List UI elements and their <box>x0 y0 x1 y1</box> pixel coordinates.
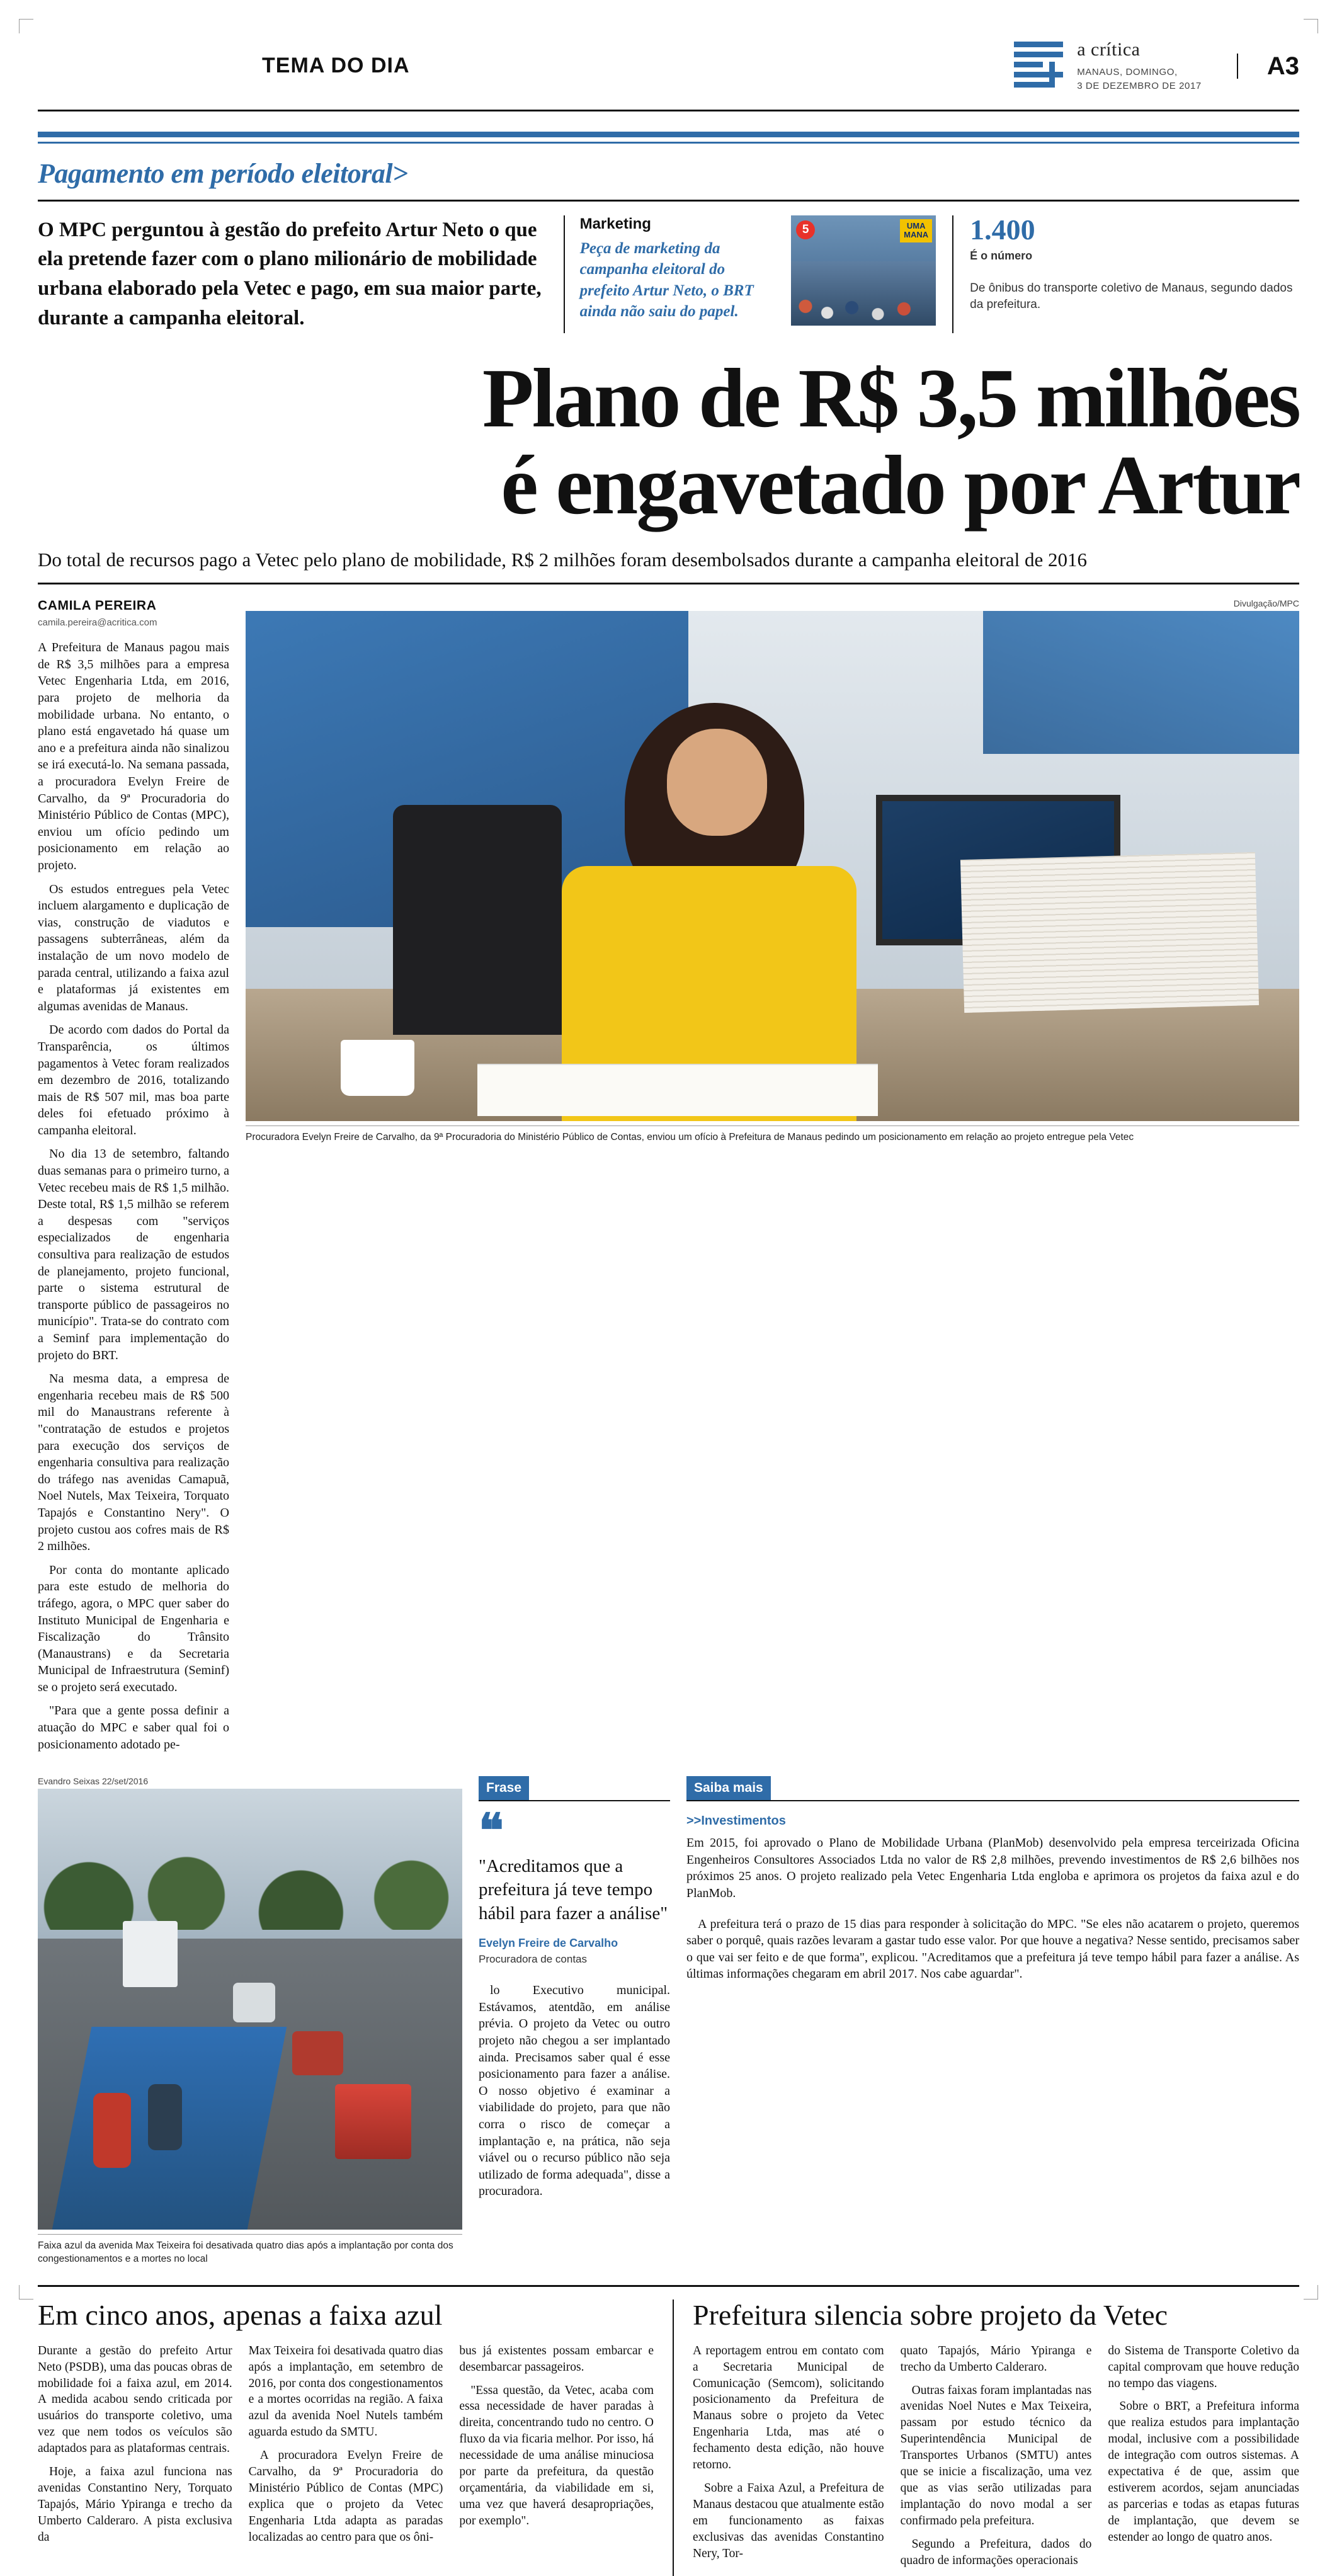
marketing-block <box>580 215 792 333</box>
bottom-section <box>38 2285 1299 2576</box>
paragraph: No dia 13 de setembro, faltando duas semanas para o primeiro turno, a Vetec recebeu mais de R$ 1,5 milhão. Deste total, R$ 1,5 milhão se referem a despesas com "serviços especializados de engenharia consultiva para realização de estudos de planejamento, projeto funcional, parte o sistema estrutural de transporte público de passageiros no município". Trata-se do contrato com a Seminf para implementação do projeto do BRT. <box>38 1147 229 1362</box>
paragraph: Outras faixas foram implantadas nas avenidas Noel Nutes e Max Teixeira, passam por estudo técnico da Superintendência Municipal de Transportes Urbanos (SMTU) antes que se inicie a fiscalização, uma vez que as vias serão utilizadas para implantação do novo modal a ser confirmado pela prefeitura. <box>900 2383 1092 2528</box>
saiba-mais-column <box>686 1776 1299 2266</box>
saiba-title: >>Investimentos <box>686 1814 786 1828</box>
paragraph: do Sistema de Transporte Coletivo da capital comprovam que houve redução no tempo das viagens. <box>1108 2344 1300 2390</box>
bottom-left-col-2 <box>249 2343 443 2553</box>
paragraph: A prefeitura terá o prazo de 15 dias para responder à solicitação do MPC. "Se eles não acatarem o projeto, queremos saber o porquê, quais razões levaram a gastar tudo esse valor. Por que houve a negativa? Nesse sentido, precisamos saber o que vai ser feito e de que forma", explicou. "Acreditamos que a prefeitura já teve tempo hábil para fazer a análise. As últimas informações chegaram em abril 2017. Nos cabe aguardar". <box>686 1917 1299 1981</box>
lead-divider <box>564 215 565 333</box>
bottom-right-col-3 <box>1108 2343 1299 2576</box>
paragraph: Por conta do montante aplicado para este estudo de melhoria do tráfego, agora, o MPC quer saber do Instituto Municipal de Engenharia e Fiscalização do Trânsito (Manaustrans) e da Secretaria Municipal de Infraestrutura (Seminf) se o projeto será executado. <box>38 1563 229 1694</box>
lower-row <box>38 1776 1299 2266</box>
edition-date: 3 DE DEZEMBRO DE 2017 <box>1077 80 1202 91</box>
traffic-photo-column <box>38 1776 479 2266</box>
quote-box <box>479 1800 670 1966</box>
paragraph: Em 2015, foi aprovado o Plano de Mobilidade Urbana (PlanMob) desenvolvido pela empresa terceirizada Oficina Engenheiros Consultores Associados Ltda no valor de R$ 2,8 milhões, prevendo investimentos de R$ 2,6 bilhões nos próximos 25 anos. O projeto realizado pela Vetec Engenharia Ltda engloba e aprimora os projetos da faixa azul e do PlanMob. <box>686 1836 1299 1901</box>
page-number: A3 <box>1237 54 1299 79</box>
paragraph: lo Executivo municipal. Estávamos, atentdão, em análise prévia. O projeto da Vetec ou outro projeto não chegou a ser implantado ainda. Precisamos saber qual é esse posicionamento para fazer a análise. O nosso objetivo é examinar a viabilidade do projeto, para que não corra o risco de começar a implantação e, na prática, não seja viável ou o recurso público não seja utilizado de forma adequada", disse a procuradora. <box>479 1983 670 2199</box>
bottom-left-col-1 <box>38 2343 232 2553</box>
paragraph: Max Teixeira foi desativada quatro dias após a implantação, em setembro de 2016, por conta dos congestionamentos e a mortes ocorridas na região. A faixa azul da avenida Noel Nutels também aguarda estudo da SMTU. <box>248 2344 443 2439</box>
lead-photo-column <box>246 598 1299 1760</box>
saiba-box-label: Saiba mais <box>686 1776 771 1800</box>
campaign-photo <box>791 215 936 326</box>
article-column-left <box>38 598 246 1760</box>
marketing-body: Peça de marketing da campanha eleitoral do prefeito Artur Neto, o BRT ainda não saiu do papel. <box>579 239 754 320</box>
lead-row <box>38 215 1299 333</box>
headline-line-2: é engavetado por Artur <box>501 438 1299 532</box>
paragraph: Segundo a Prefeitura, dados do quadro de informações operacionais <box>900 2537 1092 2567</box>
rule-black-top <box>38 200 1299 202</box>
bottom-article-right <box>674 2300 1299 2576</box>
lead-photo-caption: Procuradora Evelyn Freire de Carvalho, da 9ª Procuradoria do Ministério Público de Contas, enviou um ofício à Prefeitura de Manaus pedindo um posicionamento em relação ao projeto entregue pela Vetec <box>246 1126 1299 1144</box>
quote-author-role: Procuradora de contas <box>479 1953 587 1966</box>
bottom-article-left <box>38 2300 674 2576</box>
rule-blue-thin <box>38 142 1299 144</box>
paragraph: Sobre a Faixa Azul, a Prefeitura de Manaus destacou que atualmente estão em funcionamento as faixas exclusivas das avenidas Constantino Nery, Tor- <box>693 2482 884 2560</box>
marketing-title: Marketing <box>579 215 651 232</box>
number-value: 1.400 <box>970 213 1035 246</box>
paragraph: De acordo com dados do Portal da Transparência, os últimos pagamentos à Vetec foram realizados em dezembro de 2016, totalizando mais de R$ 507 mil, mas boa parte deles foi efetuado próximo à campanha eleitoral. <box>38 1023 229 1137</box>
traffic-photo-caption: Faixa azul da avenida Max Teixeira foi desativada quatro dias após a implantação por conta dos congestionamentos e a mortes no local <box>38 2234 462 2266</box>
number-label: É o número <box>970 249 1033 262</box>
paragraph: Os estudos entregues pela Vetec incluem alargamento e duplicação de vias, construção de viadutos e passagens subterrâneas, além da instalação de um novo modelo de parada central, utilizando a faixa azul e plataformas já existentes em algumas avenidas de Manaus. <box>38 882 229 1013</box>
quote-text: "Acreditamos que a prefeitura já teve tempo hábil para fazer a análise" <box>479 1855 668 1924</box>
number-description: De ônibus do transporte coletivo de Manaus, segundo dados da prefeitura. <box>970 281 1293 312</box>
main-row <box>38 598 1299 1760</box>
quote-mark-icon: ❝ <box>479 1806 504 1858</box>
paragraph: A procuradora Evelyn Freire de Carvalho, da 9ª Procuradoria do Ministério Público de Contas (MPC) explica que o projeto da Vetec Engenharia Ltda adapta as paradas localizadas ao centro para que os ôni- <box>248 2449 443 2544</box>
lead-paragraph: O MPC perguntou à gestão do prefeito Artur Neto o que ela pretende fazer com o plano milionário de mobilidade urbana elaborado pela Vetec e pago, em sua maior parte, durante a campanha eleitoral. <box>38 218 542 330</box>
section-title: TEMA DO DIA <box>262 54 410 78</box>
kicker: Pagamento em período eleitoral> <box>38 157 408 189</box>
crop-mark-top-right <box>1304 19 1318 33</box>
masthead <box>38 39 1299 111</box>
paragraph: Na mesma data, a empresa de engenharia recebeu mais de R$ 500 mil do Manaustrans referente à "contratação de estudos e projetos para execução dos serviços de engenharia consultiva para realização do tráfego nas avenidas Camapuã, Noel Nutels, Max Teixeira, Torquato Tapajós e Constantino Nery". O projeto custou aos cofres mais de R$ 2 milhões. <box>38 1372 229 1554</box>
traffic-photo <box>38 1789 462 2230</box>
paragraph: bus já existentes possam embarcar e desembarcar passageiros. <box>459 2344 654 2374</box>
edition-city: MANAUS, DOMINGO, <box>1077 67 1178 77</box>
paragraph: "Essa questão, da Vetec, acaba com essa necessidade de haver paradas à direita, concentrando tudo no centro. O fluxo da via ficaria melhor. Por isso, há necessidade de uma análise minuciosa por parte da prefeitura, da questão orçamentária, da viabilidade em si, uma vez que haverá desapropriações, por exemplo". <box>459 2383 654 2528</box>
paragraph: A reportagem entrou em contato com a Secretaria Municipal de Comunicação (Semcom), solicitando posicionamento da Prefeitura de Manaus sobre o projeto da Vetec Engenharia Ltda, mas até o fechamento desta edição, não houve retorno. <box>693 2344 884 2472</box>
crop-mark-top-left <box>19 19 33 33</box>
quote-box-label: Frase <box>479 1776 529 1800</box>
page-title <box>38 351 1299 532</box>
paragraph: Durante a gestão do prefeito Artur Neto (PSDB), uma das poucas obras de mobilidade foi a faixa azul, em 2014. A medida acabou sendo criticada por usuários do transporte coletivo, uma vez que nem todos os veículos são adaptados para as plataformas centrais. <box>38 2344 232 2456</box>
logo-mark-icon <box>1014 42 1063 91</box>
bottom-left-col-3 <box>459 2343 654 2553</box>
lead-photo <box>246 611 1299 1121</box>
crop-mark-bottom-right <box>1304 2285 1318 2300</box>
paragraph: quato Tapajós, Mário Ypiranga e trecho da Umberto Calderaro. <box>900 2344 1092 2374</box>
photo-banner: UMA MANA <box>900 219 932 243</box>
byline-author: CAMILA PEREIRA <box>38 598 157 613</box>
paragraph: A Prefeitura de Manaus pagou mais de R$ 3,5 milhões para a empresa Vetec Engenharia Ltda, em 2016, para projeto de melhoria da mobilidade urbana. No entanto, o plano está engavetado há quase um ano e a prefeitura ainda não sinalizou se irá executá-lo. Na semana passada, a procuradora Evelyn Freire de Carvalho, da 9ª Procuradoria do Ministério Público de Contas (MPC), enviou um ofício pedindo um posicionamento em relação ao projeto. <box>38 641 229 872</box>
number-box <box>952 215 1299 333</box>
paragraph: "Para que a gente possa definir a atuação do MPC e saber qual foi o posicionamento adotado pe- <box>38 1704 229 1752</box>
byline-email: camila.pereira@acritica.com <box>38 617 157 629</box>
bottom-right-col-1 <box>693 2343 884 2576</box>
lead-photo-credit: Divulgação/MPC <box>1233 598 1299 609</box>
bottom-right-col-2 <box>901 2343 1092 2576</box>
headline-line-1: Plano de R$ 3,5 milhões <box>482 351 1299 445</box>
photo-number-badge: 5 <box>796 220 815 239</box>
newspaper-logo <box>1014 39 1202 93</box>
paragraph: Sobre o BRT, a Prefeitura informa que realiza estudos para implantação modal, inclusive com a possibilidade de integração com outros sistemas. A expectativa é de que, assim que estiverem acordos, sejam anunciadas as parcerias e todas as etapas futuras de implantação, que devem se estender ao longo de quatro anos. <box>1108 2400 1300 2544</box>
rule-blue-thick <box>38 132 1299 137</box>
bottom-right-title: Prefeitura silencia sobre projeto da Vetec <box>693 2299 1168 2332</box>
traffic-photo-credit: Evandro Seixas 22/set/2016 <box>38 1776 149 1787</box>
paragraph: Hoje, a faixa azul funciona nas avenidas Constantino Nery, Torquato Tapajós, Mário Ypiranga e trecho da Umberto Calderaro. A pista exclusiva da <box>38 2465 232 2544</box>
quote-column <box>479 1776 686 2266</box>
quote-author: Evelyn Freire de Carvalho <box>479 1936 618 1949</box>
brand-name: a crítica <box>1077 39 1141 60</box>
subheadline: Do total de recursos pago a Vetec pelo plano de mobilidade, R$ 2 milhões foram desembolsados durante a campanha eleitoral de 2016 <box>38 547 1299 584</box>
bottom-left-title: Em cinco anos, apenas a faixa azul <box>38 2299 443 2332</box>
crop-mark-bottom-left <box>19 2285 33 2300</box>
